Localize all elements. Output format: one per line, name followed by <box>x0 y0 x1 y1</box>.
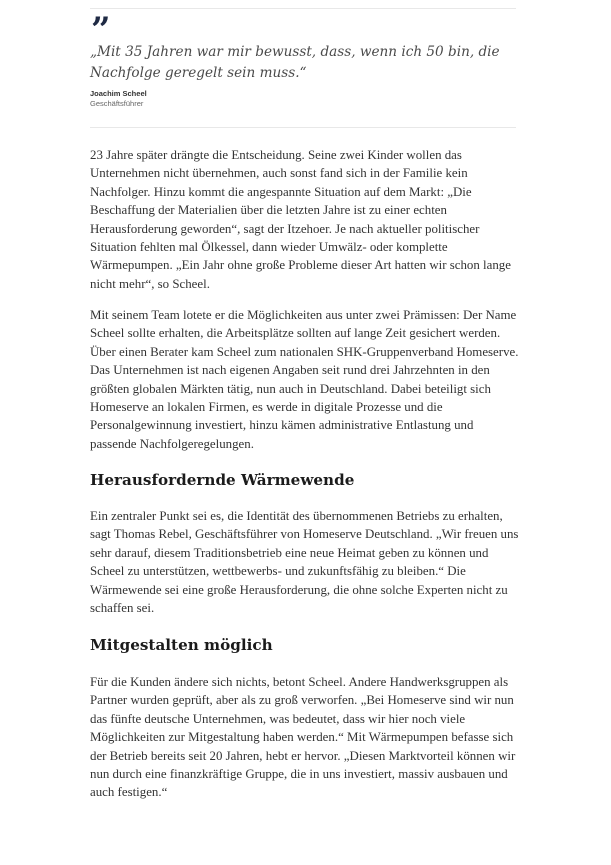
quote-top-divider <box>90 8 516 9</box>
quote-bottom-divider <box>90 127 516 128</box>
quote-mark-icon: ” <box>91 10 111 50</box>
article-paragraph: Ein zentraler Punkt sei es, die Identität des übernommenen Betriebs zu erhalten, sagt Thomas Rebel, Geschäftsführer von Homeserve Deutschland. „Wir freuen uns sehr darauf, diesem Traditionsbetrieb eine neue Heimat geben zu können und Scheel zu unterstützen, wettbewerbs- und zukunftsfähig zu bleiben.“ Die Wärmewende sei eine große Herausforderung, die ohne solche Experten nicht zu schaffen sei. <box>90 509 519 616</box>
section-heading: Herausfordernde Wärmewende <box>90 471 355 489</box>
section-heading: Mitgestalten möglich <box>90 636 273 654</box>
quote-author: Joachim Scheel <box>90 89 147 98</box>
pull-quote-text: „Mit 35 Jahren war mir bewusst, dass, wenn ich 50 bin, die Nachfolge geregelt sein muss.“ <box>90 44 500 81</box>
article-paragraph: Für die Kunden ändere sich nichts, betont Scheel. Andere Handwerksgruppen als Partner wurden geprüft, aber als zu groß verworfen. „Bei Homeserve sind wir nun das fünfte deutsche Unternehmen, was bedeutet, dass wir hier noch viele Möglichkeiten zur Mitgestaltung haben werden.“ Mit Wärmepumpen befasse sich der Betrieb bereits seit 20 Jahren, hebt er hervor. „Diesen Marktvorteil können wir nun durch eine finanzkräftige Gruppe, die in uns investiert, massiv ausbauen und auch festigen.“ <box>90 675 516 800</box>
quote-author-role: Geschäftsführer <box>90 99 144 108</box>
article-paragraph: Mit seinem Team lotete er die Möglichkeiten aus unter zwei Prämissen: Der Name Scheel sollte erhalten, die Arbeitsplätze sollten auf lange Zeit gesichert werden. Über einen Berater kam Scheel zum nationalen SHK-Gruppenverband Homeserve. Das Unternehmen ist nach eigenen Angaben seit rund drei Jahrzehnten in den größten globalen Märkten tätig, nun auch in Deutschland. Dabei beteiligt sich Homeserve an lokalen Firmen, es werde in digitale Prozesse und die Personalgewinnung investiert, hinzu kämen administrative Entlastung und passende Nachfolgeregelungen. <box>90 308 519 451</box>
article-paragraph: 23 Jahre später drängte die Entscheidung. Seine zwei Kinder wollen das Unternehmen nicht übernehmen, auch sonst fand sich in der Familie kein Nachfolger. Hinzu kommt die angespannte Situation auf dem Markt: „Die Beschaffung der Materialien über die letzten Jahre ist zu einer echten Herausforderung geworden“, sagt der Itzehoer. Je nach aktueller politischer Situation fehlten mal Ölkessel, dann wieder Umwälz- oder komplette Wärmepumpen. „Ein Jahr ohne große Probleme dieser Art hatten wir schon lange nicht mehr“, so Scheel. <box>90 148 511 291</box>
